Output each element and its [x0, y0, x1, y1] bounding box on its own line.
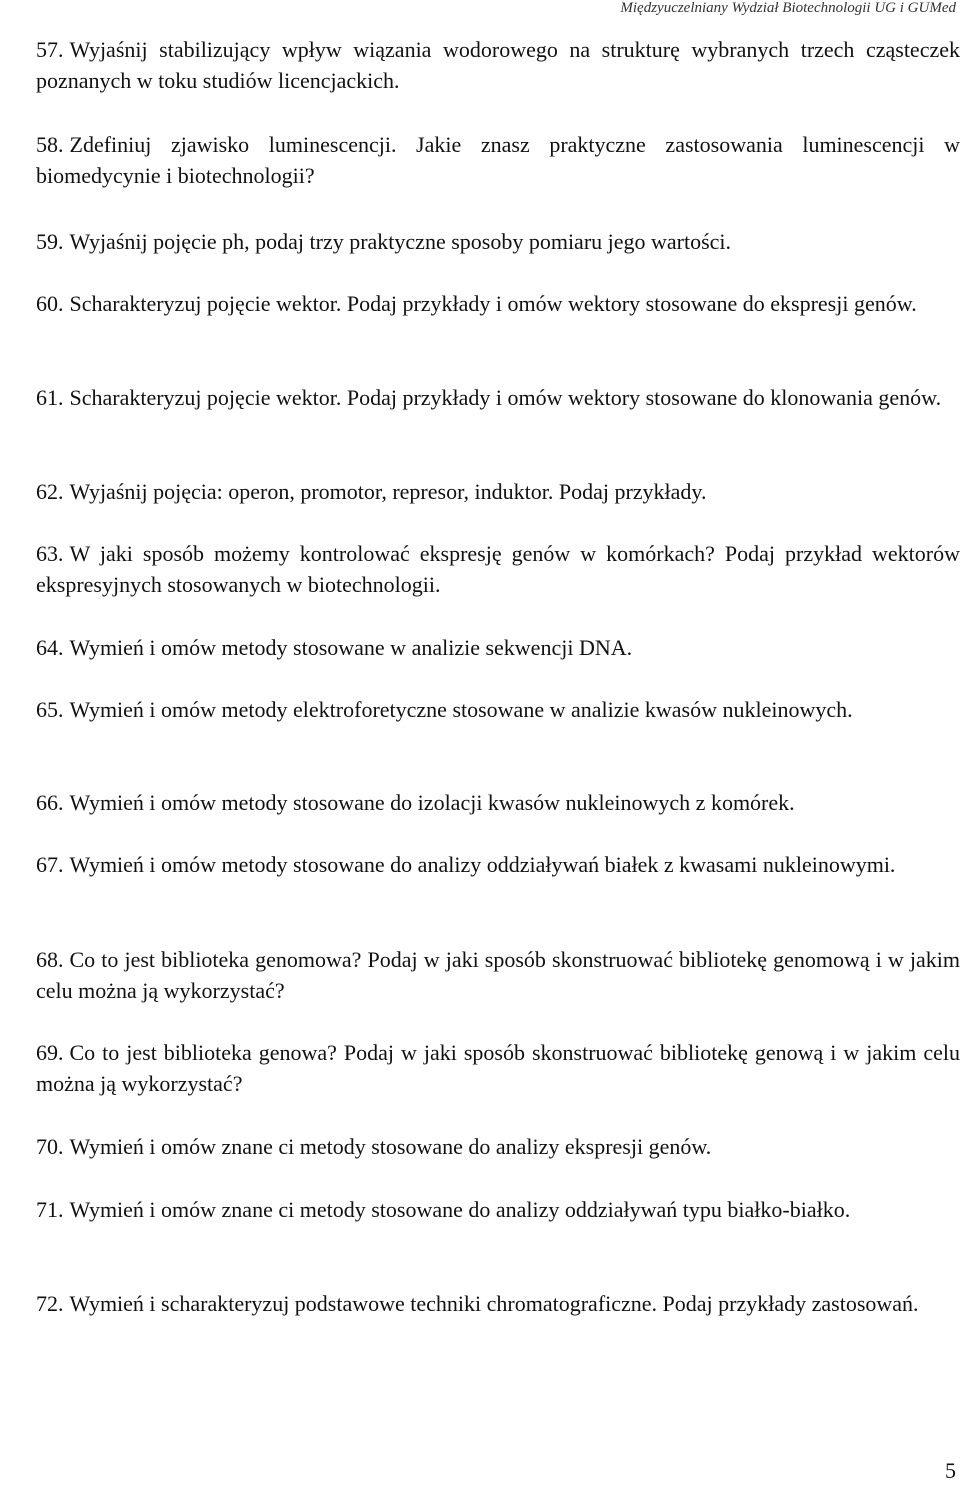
question-text: Wymień i scharakteryzuj podstawowe techniki chromatograficzne. Podaj przykłady zastosowań. [69, 1291, 919, 1316]
question-number: 61. [36, 385, 64, 410]
question-item [36, 849, 960, 880]
question-text: Wyjaśnij pojęcia: operon, promotor, represor, induktor. Podaj przykłady. [69, 479, 707, 504]
question-text: Zdefiniuj zjawisko luminescencji. Jakie znasz praktyczne zastosowania luminescencji w biomedycynie i biotechnologii? [36, 132, 960, 188]
question-text: Scharakteryzuj pojęcie wektor. Podaj przykłady i omów wektory stosowane do klonowania genów. [69, 385, 942, 410]
question-number: 72. [36, 1291, 64, 1316]
question-text: Co to jest biblioteka genowa? Podaj w jaki sposób skonstruować bibliotekę genową i w jakim celu można ją wykorzystać? [36, 1040, 960, 1096]
question-item [36, 632, 960, 663]
question-number: 63. [36, 541, 64, 566]
question-number: 59. [36, 229, 64, 254]
question-item [36, 694, 960, 725]
question-item [36, 1194, 960, 1225]
question-text: Co to jest biblioteka genomowa? Podaj w jaki sposób skonstruować bibliotekę genomową i w jakim celu można ją wykorzystać? [36, 947, 960, 1003]
question-number: 58. [36, 132, 64, 157]
question-text: W jaki sposób możemy kontrolować ekspresję genów w komórkach? Podaj przykład wektorów ekspresyjnych stosowanych w biotechnologii. [36, 541, 960, 597]
question-item [36, 787, 960, 818]
question-text: Wymień i omów metody stosowane do izolacji kwasów nukleinowych z komórek. [69, 790, 795, 815]
question-number: 64. [36, 635, 64, 660]
question-text: Scharakteryzuj pojęcie wektor. Podaj przykłady i omów wektory stosowane do ekspresji genów. [69, 291, 917, 316]
question-item [36, 129, 960, 191]
question-number: 57. [36, 37, 64, 62]
question-item [36, 538, 960, 600]
question-number: 71. [36, 1197, 64, 1222]
question-text: Wymień i omów metody stosowane w analizie sekwencji DNA. [69, 635, 633, 660]
page-header: Międzyuczelniany Wydział Biotechnologii UG i GUMed [620, 0, 956, 16]
question-text: Wyjaśnij stabilizujący wpływ wiązania wodorowego na strukturę wybranych trzech cząsteczek poznanych w toku studiów licencjackich. [36, 37, 960, 93]
question-item [36, 1037, 960, 1099]
question-number: 66. [36, 790, 64, 815]
question-number: 70. [36, 1134, 64, 1159]
question-number: 67. [36, 852, 64, 877]
question-item [36, 476, 960, 507]
question-item [36, 1131, 960, 1162]
question-item [36, 382, 960, 413]
question-number: 68. [36, 947, 64, 972]
question-text: Wymień i omów metody elektroforetyczne stosowane w analizie kwasów nukleinowych. [69, 697, 853, 722]
question-number: 65. [36, 697, 64, 722]
question-item [36, 1288, 960, 1319]
question-item [36, 34, 960, 96]
question-text: Wymień i omów metody stosowane do analizy oddziaływań białek z kwasami nukleinowymi. [69, 852, 896, 877]
question-item [36, 226, 960, 257]
question-number: 60. [36, 291, 64, 316]
question-text: Wymień i omów znane ci metody stosowane do analizy ekspresji genów. [69, 1134, 712, 1159]
page-number: 5 [945, 1458, 956, 1483]
question-number: 69. [36, 1040, 64, 1065]
question-text: Wymień i omów znane ci metody stosowane do analizy oddziaływań typu białko-białko. [69, 1197, 851, 1222]
question-text: Wyjaśnij pojęcie ph, podaj trzy praktyczne sposoby pomiaru jego wartości. [69, 229, 732, 254]
question-item [36, 944, 960, 1006]
question-item [36, 288, 960, 319]
question-number: 62. [36, 479, 64, 504]
